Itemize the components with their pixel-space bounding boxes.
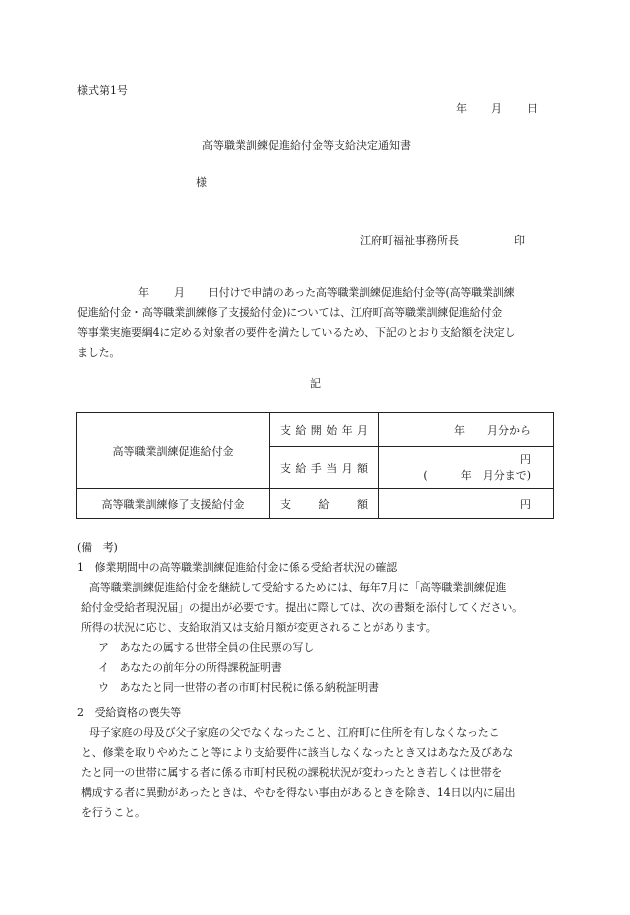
note-2-line-4: 構成する者に異動があったときは、やむを得ない事由があるときを除き、14日以内に届出 bbox=[81, 786, 516, 799]
note-1-item-a: ア あなたの属する世帯全員の住民票の写し bbox=[98, 641, 314, 654]
start-month-value: 年 月分から bbox=[379, 413, 554, 447]
notes-heading: (備 考) bbox=[77, 541, 118, 554]
body-line-2: 促進給付金・高等職業訓練修了支援給付金)については、江府町高等職業訓練促進給付金 bbox=[77, 306, 503, 319]
note-1-line-2: 給付金受給者現況届」の提出が必要です。提出に際しては、次の書類を添付してください。 bbox=[81, 601, 523, 614]
monthly-amount-value bbox=[379, 447, 554, 489]
note-1-line-3: 所得の状況に応じ、支給取消又は支給月額が変更されることがあります。 bbox=[81, 621, 437, 634]
date-day: 日 bbox=[527, 102, 538, 115]
notes-section bbox=[77, 538, 555, 698]
start-month-label: 支給開始年月 bbox=[270, 413, 379, 447]
body-line-3: 等事業実施要綱4に定める対象者の要件を満たしているため、下記のとおり支給額を決定し bbox=[77, 326, 516, 339]
issuer-seal: 印 bbox=[514, 234, 525, 247]
note-2-line-2: と、修業を取りやめたこと等により支給要件に該当しなくなったとき又はあなた及びあな bbox=[81, 746, 513, 759]
row1-label: 高等職業訓練促進給付金 bbox=[77, 413, 270, 489]
body-line-1: 日付けで申請のあった高等職業訓練促進給付金等(高等職業訓練 bbox=[208, 286, 515, 299]
monthly-yen: 円 bbox=[520, 452, 531, 466]
body-date-year: 年 bbox=[138, 286, 149, 299]
note-2-line-3: たと同一の世帯に属する者に係る市町村民税の課税状況が変わったとき若しくは世帯を bbox=[81, 766, 503, 779]
amount-value: 円 bbox=[379, 489, 554, 519]
note-2-line-1: 母子家庭の母及び父子家庭の父でなくなったこと、江府町に住所を有しなくなったこ bbox=[89, 726, 500, 739]
body-line-4: ました。 bbox=[77, 346, 121, 359]
note-2-title: 2 受給資格の喪失等 bbox=[77, 706, 181, 719]
form-number: 様式第1号 bbox=[77, 84, 128, 97]
note-1-item-i: イ あなたの前年分の所得課税証明書 bbox=[98, 661, 282, 674]
issuer-name: 江府町福祉事務所長 bbox=[360, 234, 459, 247]
note-1-line-1: 高等職業訓練促進給付金を継続して受給するためには、毎年7月に「高等職業訓練促進 bbox=[89, 581, 507, 594]
notes-section-2 bbox=[77, 703, 555, 823]
body-date-month: 月 bbox=[174, 286, 185, 299]
document-title: 高等職業訓練促進給付金等支給決定通知書 bbox=[202, 139, 411, 152]
date-month: 月 bbox=[491, 102, 502, 115]
ki-heading: 記 bbox=[310, 377, 321, 390]
note-1-item-u: ウ あなたと同一世帯の者の市町村民税に係る納税証明書 bbox=[98, 681, 379, 694]
table-row bbox=[77, 489, 554, 519]
monthly-amount-label: 支給手当月額 bbox=[270, 447, 379, 489]
table-row bbox=[77, 413, 554, 447]
note-1-title: 1 修業期間中の高等職業訓練促進給付金に係る受給者状況の確認 bbox=[77, 561, 397, 574]
recipient-honorific: 様 bbox=[196, 176, 207, 189]
payment-table bbox=[76, 412, 554, 519]
monthly-until: ( 年 月分まで) bbox=[423, 468, 531, 482]
date-year: 年 bbox=[456, 102, 467, 115]
row2-label: 高等職業訓練修了支援給付金 bbox=[77, 489, 270, 519]
note-2-line-5: を行うこと。 bbox=[81, 806, 146, 819]
amount-label: 支 給 額 bbox=[270, 489, 379, 519]
